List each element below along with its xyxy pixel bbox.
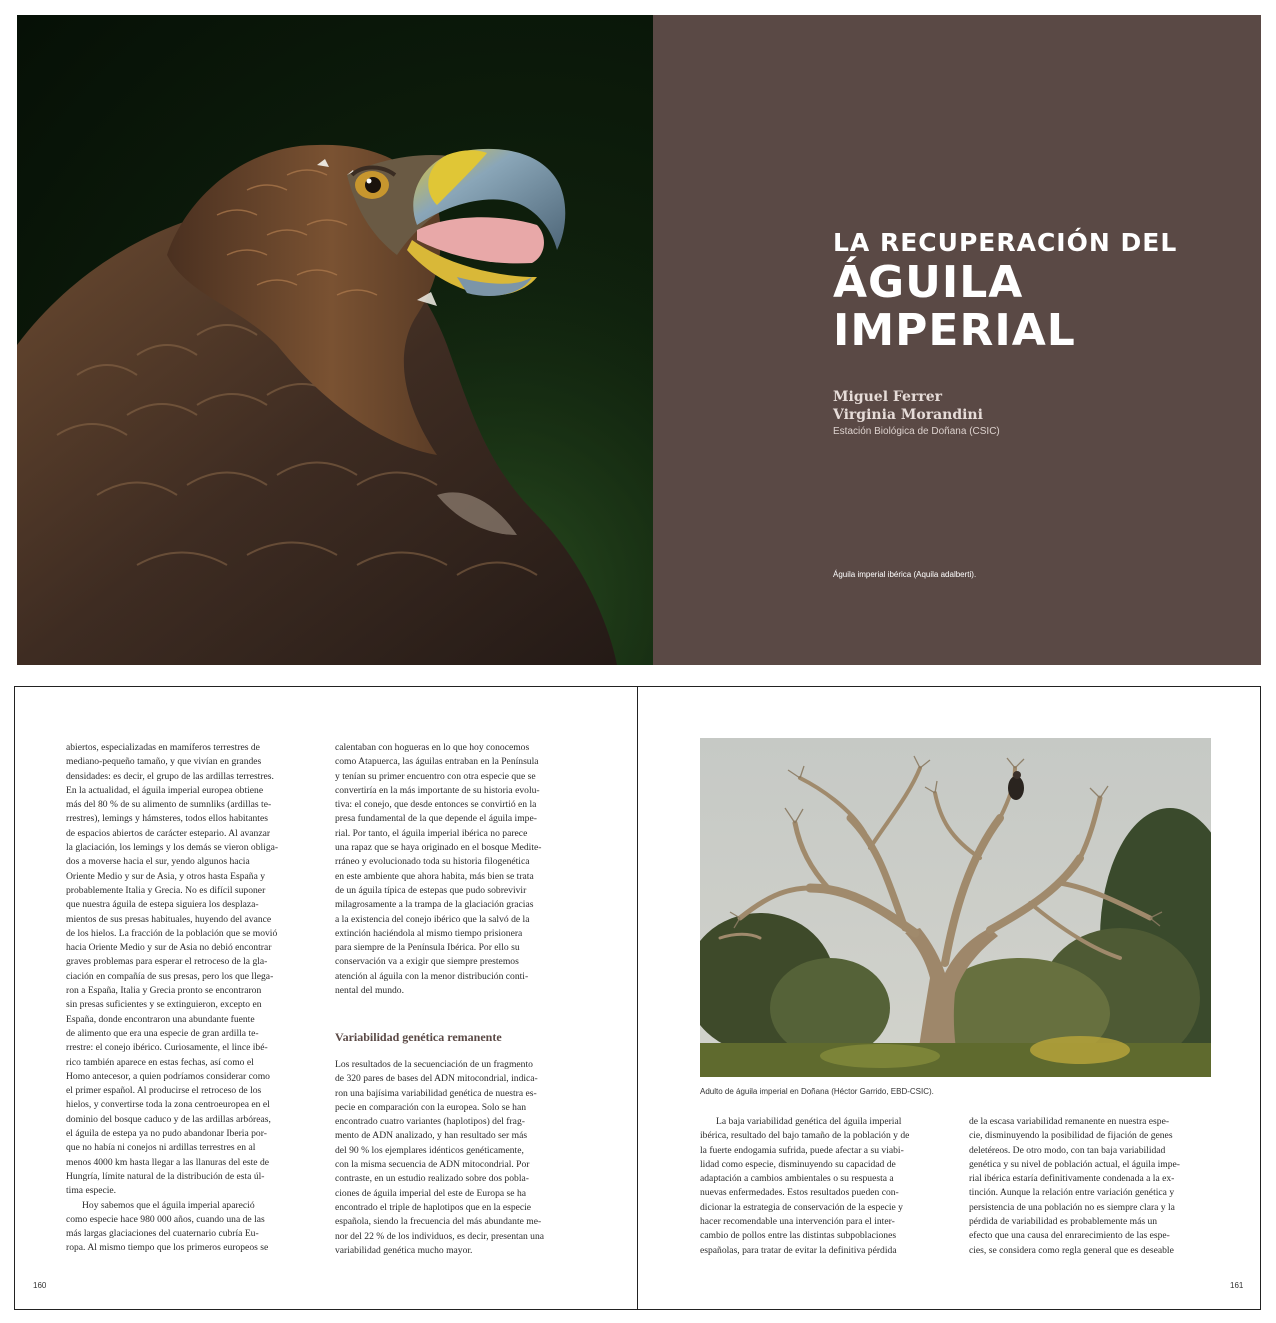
text-line: variabilidad genética mucho mayor. xyxy=(335,1244,473,1256)
text-line: dominio del bosque caduco y de las ardillas arbóreas, xyxy=(66,1113,271,1125)
text-line: de un águila típica de estepas que pudo sobrevivir xyxy=(335,884,527,896)
text-line: pérdida de variabilidad es probablemente más un xyxy=(969,1216,1158,1228)
title-spread xyxy=(17,15,1261,665)
text-line: el águila de estepa ya no pudo abandonar Iberia por- xyxy=(66,1128,267,1140)
eagle-portrait-photo xyxy=(17,15,653,665)
text-line: sin presas suficientes y se extinguieron, excepto en xyxy=(66,999,262,1011)
text-line: Hungría, límite natural de la distribución de esta úl- xyxy=(66,1170,265,1182)
text-line: dos a moverse hacia el sur, yendo algunos hacia xyxy=(66,856,250,868)
authors-block xyxy=(833,388,1000,440)
title-line-1: LA RECUPERACIÓN DEL xyxy=(833,228,1178,257)
author-name: Virginia Morandini xyxy=(833,407,983,423)
text-line: Homo antecesor, a quien podríamos considerar como xyxy=(66,1070,270,1082)
text-line: nuevas enfermedades. Estos resultados pueden con- xyxy=(700,1187,899,1199)
text-line: probablemente Italia y Grecia. No es difícil suponer xyxy=(66,884,266,896)
text-line: menos 4000 km hasta llegar a las llanuras del este de xyxy=(66,1156,270,1168)
text-line: españolas, para tratar de evitar la definitiva pérdida xyxy=(700,1244,897,1256)
text-line: para siempre de la Península Ibérica. Por ello su xyxy=(335,942,520,954)
text-line: encontrado cuatro variantes (haplotipos) del frag- xyxy=(335,1116,525,1128)
text-line: tiva: el conejo, que desde entonces se convirtió en la xyxy=(335,799,537,811)
text-line: como Atapuerca, las águilas entraban en la Península xyxy=(335,756,539,768)
text-line: graves problemas para esperar el retroceso de la gla- xyxy=(66,956,268,968)
text-line: persistencia de una población no es siempre clara y la xyxy=(969,1201,1175,1213)
text-line: hielos, y convertirse toda la zona centroeuropea en el xyxy=(66,1099,270,1111)
text-line: presa fundamental de la que depende el águila impe- xyxy=(335,813,537,825)
text-line: ron a España, Italia y Grecia pronto se encontraron xyxy=(66,985,262,997)
text-line: atención al águila con la menor distribución conti- xyxy=(335,970,529,982)
text-line: de la escasa variabilidad remanente en nuestra espe- xyxy=(969,1116,1170,1127)
text-line: ropa. Al mismo tiempo que los primeros europeos se xyxy=(66,1242,269,1254)
text-line: la glaciación, los lemings y los demás se vieron obliga- xyxy=(66,842,279,854)
text-line: tima especie. xyxy=(66,1185,117,1197)
text-line: española, siendo la frecuencia del más abundante me- xyxy=(335,1216,542,1228)
text-line: La baja variabilidad genética del águila imperial xyxy=(716,1116,902,1127)
text-line: convertiría en la más importante de su historia evolu- xyxy=(335,784,540,796)
text-line: rrestres), lemings y hámsteres, todos ellos habitantes xyxy=(66,813,268,825)
title-panel xyxy=(653,15,1261,665)
cork-oak-eagle-photo xyxy=(700,738,1211,1077)
text-line: mento de ADN analizado, y han resultado ser más xyxy=(335,1130,528,1142)
text-line: encontrado el triple de haplotipos que en la especie xyxy=(335,1201,532,1213)
left-page-column-2-continued xyxy=(335,1058,585,1258)
text-line: rráneo y evolucionado toda su historia filogenética xyxy=(335,856,530,868)
text-line: mientos de sus presas habituales, huyendo del avance xyxy=(66,913,272,925)
text-line: de espacios abiertos de carácter estepario. Al avanzar xyxy=(66,827,271,839)
author-affiliation: Estación Biológica de Doñana (CSIC) xyxy=(833,426,1000,437)
text-line: abiertos, especializadas en mamíferos terrestres de xyxy=(66,742,260,753)
text-line: del 90 % los ejemplares idénticos genéticamente, xyxy=(335,1144,524,1156)
text-line: densidades: es decir, el grupo de las ardillas terrestres. xyxy=(66,770,274,782)
text-line: lidad como especie, disminuyendo su capacidad de xyxy=(700,1158,896,1170)
text-line: rrestre: el conejo ibérico. Curiosamente, el lince ibé- xyxy=(66,1042,268,1054)
section-heading: Variabilidad genética remanente xyxy=(335,1030,502,1044)
text-line: extinción haciéndola al mismo tiempo prisionera xyxy=(335,927,523,939)
text-line: Los resultados de la secuenciación de un fragmento xyxy=(335,1059,533,1070)
title-line-3: IMPERIAL xyxy=(833,305,1076,356)
text-line: conservación va a exigir que siempre prestemos xyxy=(335,956,519,968)
text-line: ciones de águila imperial del este de Europa se ha xyxy=(335,1187,526,1199)
page-161 xyxy=(638,687,1260,1309)
text-line: que no había ni conejos ni ardillas terrestres en al xyxy=(66,1142,256,1154)
text-line: calentaban con hogueras en lo que hoy conocemos xyxy=(335,742,530,753)
tree-photo-caption: Adulto de águila imperial en Doñana (Héctor Garrido, EBD-CSIC). xyxy=(700,1087,934,1096)
text-line: la fuerte endogamia sufrida, puede afectar a su viabi- xyxy=(700,1144,904,1156)
left-page-column-2 xyxy=(335,741,585,998)
text-line: una rapaz que se haya originado en el bosque Medite- xyxy=(335,842,542,854)
text-line: nental del mundo. xyxy=(335,985,405,997)
left-page-column-1 xyxy=(66,741,316,1256)
text-line: a la existencia del conejo ibérico que la salvó de la xyxy=(335,913,530,925)
text-line: mediano-pequeño tamaño, y que vivían en grandes xyxy=(66,756,262,768)
text-line: pecie en comparación con la europea. Solo se han xyxy=(335,1101,526,1113)
text-line: contraste, en un estudio realizado sobre dos pobla- xyxy=(335,1173,529,1185)
text-line: Oriente Medio y sur de Asia, y otros hasta España y xyxy=(66,870,266,882)
text-line: España, donde encontraron una abundante fuente xyxy=(66,1013,255,1025)
text-line: hacer recomendable una intervención para el inter- xyxy=(700,1216,895,1228)
text-line: dicionar la estrategia de conservación de la especie y xyxy=(700,1201,903,1213)
text-line: Hoy sabemos que el águila imperial apareció xyxy=(82,1199,255,1211)
page-160 xyxy=(15,687,638,1309)
text-line: hacia Oriente Medio y sur de Asia no debió encontrar xyxy=(66,942,272,954)
text-line: de 320 pares de bases del ADN mitocondrial, indica- xyxy=(335,1073,538,1085)
text-line: ciación en compañía de sus presas, pero los que llega- xyxy=(66,970,274,982)
right-page-column-1 xyxy=(700,1115,950,1258)
text-line: tinción. Aunque la relación entre variación genética y xyxy=(969,1187,1175,1199)
text-line: ron una bajísima variabilidad genética de nuestra es- xyxy=(335,1087,537,1099)
text-line: de los hielos. La fracción de la población que se movió xyxy=(66,927,278,939)
text-line: más largas glaciaciones del cuaternario cubría Eu- xyxy=(66,1228,259,1240)
text-line: como especie hace 980 000 años, cuando una de las xyxy=(66,1213,265,1225)
text-line: cambio de pollos entre las distintas subpoblaciones xyxy=(700,1230,897,1242)
text-line: En la actualidad, el águila imperial europea obtiene xyxy=(66,784,264,796)
text-line: en este ambiente que ahora habita, más bien se trata xyxy=(335,870,534,882)
text-line: con la misma secuencia de ADN mitocondrial. Por xyxy=(335,1159,530,1171)
page-number: 160 xyxy=(33,1281,47,1290)
text-line: más del 80 % de su alimento de sumnliks (ardillas te- xyxy=(66,799,272,811)
text-line: rico también aparece en estas fechas, así como el xyxy=(66,1056,254,1068)
author-name: Miguel Ferrer xyxy=(833,389,942,405)
text-line: adaptación a cambios ambientales o su respuesta a xyxy=(700,1173,894,1185)
article-title xyxy=(833,227,1177,355)
page-number: 161 xyxy=(1230,1281,1244,1290)
text-line: genética y su nivel de población actual, el águila impe- xyxy=(969,1158,1180,1170)
eagle-photo-caption: Águila imperial ibérica (Aquila adalberti). xyxy=(833,570,977,579)
title-line-2: ÁGUILA xyxy=(833,257,1024,308)
text-line: de alimento que era una especie de gran ardilla te- xyxy=(66,1027,259,1039)
text-line: rial ibérica estaría definitivamente condenada a la ex- xyxy=(969,1173,1175,1185)
text-line: efecto que una causa del enrarecimiento de las espe- xyxy=(969,1230,1170,1242)
text-line: que nuestra águila de estepa siguiera los desplaza- xyxy=(66,899,259,911)
text-spread xyxy=(14,686,1261,1310)
text-line: el primer español. Al producirse el retroceso de los xyxy=(66,1085,262,1097)
text-line: deletéreos. De otro modo, con tan baja variabilidad xyxy=(969,1144,1166,1156)
text-line: nor del 22 % de los individuos, es decir, presentan una xyxy=(335,1230,545,1242)
right-page-column-2 xyxy=(969,1115,1219,1258)
text-line: cies, se considera como regla general que es deseable xyxy=(969,1244,1174,1256)
text-line: y tenían su primer encuentro con otra especie que se xyxy=(335,770,536,782)
text-line: rial. Por tanto, el águila imperial ibérica no parece xyxy=(335,827,528,839)
text-line: milagrosamente a la trampa de la glaciación gracias xyxy=(335,899,534,911)
text-line: cie, disminuyendo la posibilidad de fijación de genes xyxy=(969,1130,1173,1142)
text-line: ibérica, resultado del bajo tamaño de la población y de xyxy=(700,1130,910,1142)
